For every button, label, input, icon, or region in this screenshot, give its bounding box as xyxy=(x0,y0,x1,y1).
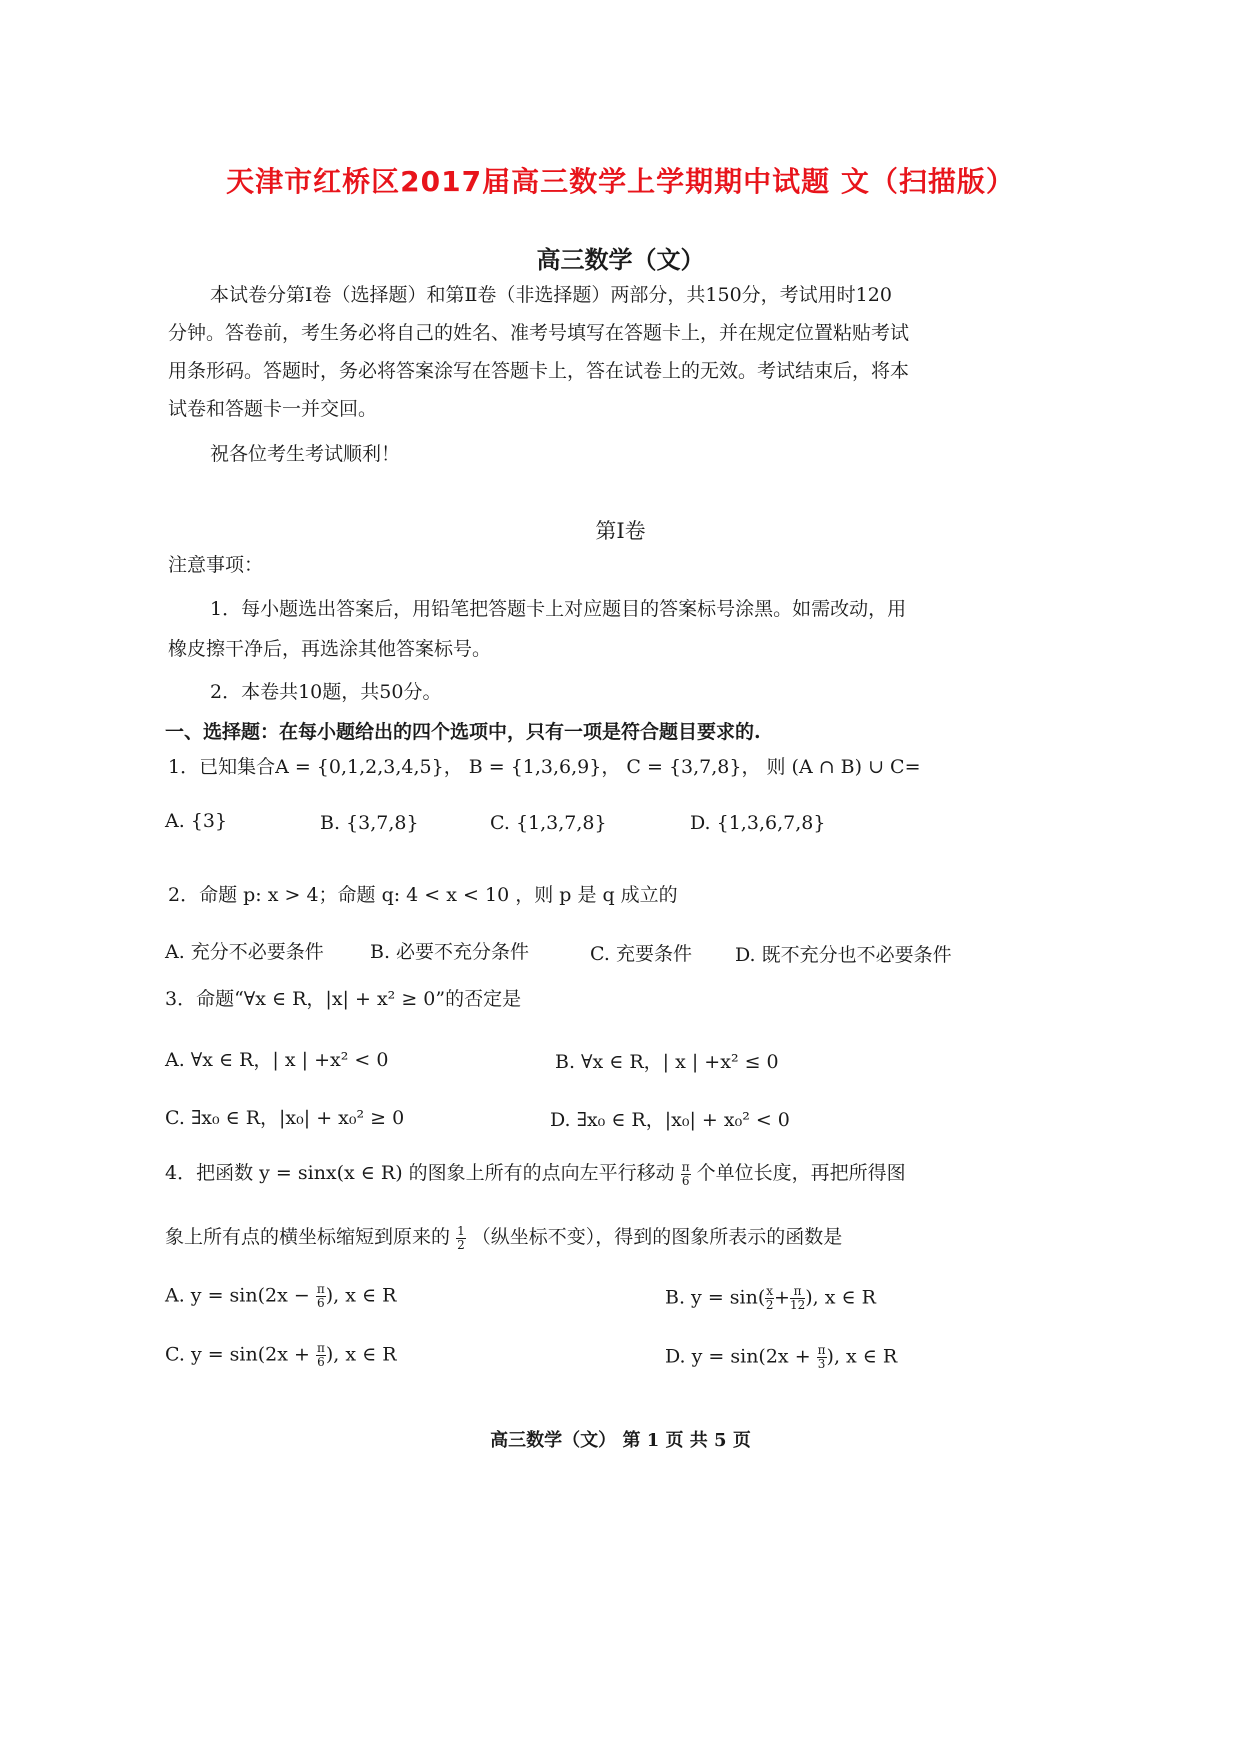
note-1-line-1: 1．每小题选出答案后，用铅笔把答题卡上对应题目的答案标号涂黑。如需改动，用 xyxy=(210,598,907,620)
question-4-stem-text-b: 个单位长度，再把所得图 xyxy=(696,1162,906,1184)
intro-line-1: 本试卷分第Ⅰ卷（选择题）和第Ⅱ卷（非选择题）两部分，共150分，考试用时120 xyxy=(210,284,892,306)
question-2-option-a: A. 充分不必要条件 xyxy=(165,941,324,963)
fraction-one-half: $\frac{1}{2}$ xyxy=(457,1223,465,1252)
document-title: 天津市红桥区2017届高三数学上学期期中试题 文（扫描版） xyxy=(226,165,1015,198)
question-1-stem: 1．已知集合A = {0,1,2,3,4,5}， B = {1,3,6,9}， C = {3,7,8}， 则 (A ∩ B) ∪ C= xyxy=(168,756,921,778)
question-2-option-d: D. 既不充分也不必要条件 xyxy=(735,944,952,966)
question-4-option-d: D. y = sin(2x + $\frac{\pi}{3}$ ), x ∈ R xyxy=(665,1343,898,1371)
question-4-stem-line-1 xyxy=(165,1158,906,1188)
question-1-option-a: A. {3} xyxy=(165,810,228,832)
intro-line-3: 用条形码。答题时，务必将答案涂写在答题卡上，答在试卷上的无效。考试结束后，将本 xyxy=(168,360,910,382)
question-4-option-c: C. y = sin(2x + $\frac{\pi}{6}$ ), x ∈ R xyxy=(165,1341,397,1369)
intro-line-2: 分钟。答卷前，考生务必将自己的姓名、准考号填写在答题卡上，并在规定位置粘贴考试 xyxy=(168,322,910,344)
wish-line: 祝各位考生考试顺利！ xyxy=(210,443,401,465)
question-3-option-a: A. ∀x ∈ R，| x | +x² < 0 xyxy=(165,1049,389,1071)
question-1-option-d: D. {1,3,6,7,8} xyxy=(690,812,826,834)
question-1-option-c: C. {1,3,7,8} xyxy=(490,812,607,834)
fraction-pi-over-6: $\frac{\pi}{6}$ xyxy=(681,1159,690,1188)
intro-line-4: 试卷和答题卡一并交回。 xyxy=(168,398,378,420)
page-footer: 高三数学（文） 第 1 页 共 5 页 xyxy=(490,1430,751,1451)
paper-title: 高三数学（文） xyxy=(536,245,705,274)
question-3-option-b: B. ∀x ∈ R，| x | +x² ≤ 0 xyxy=(555,1051,779,1073)
question-4-stem-text-d: （纵坐标不变），得到的图象所表示的函数是 xyxy=(471,1226,843,1248)
question-3-stem: 3．命题“∀x ∈ R，|x| + x² ≥ 0”的否定是 xyxy=(165,988,522,1010)
section-heading: 一、选择题：在每小题给出的四个选项中，只有一项是符合题目要求的. xyxy=(165,721,761,743)
question-3-option-d: D. ∃x₀ ∈ R，|x₀| + x₀² < 0 xyxy=(550,1109,790,1131)
question-4-option-a: A. y = sin(2x − $\frac{\pi}{6}$ ), x ∈ R xyxy=(165,1282,397,1310)
question-4-option-b: B. y = sin( $\frac{x}{2}$ + $\frac{\pi}{12}$ ), x ∈ R xyxy=(665,1284,876,1312)
question-1-option-b: B. {3,7,8} xyxy=(320,812,419,834)
question-2-option-c: C. 充要条件 xyxy=(590,943,692,965)
notice-label: 注意事项： xyxy=(168,554,264,576)
question-2-option-b: B. 必要不充分条件 xyxy=(370,941,530,963)
question-2-stem: 2．命题 p: x > 4；命题 q: 4 < x < 10 ，则 p 是 q 成立的 xyxy=(168,884,678,906)
question-3-option-c: C. ∃x₀ ∈ R，|x₀| + x₀² ≥ 0 xyxy=(165,1107,405,1129)
question-4-stem-text-c: 象上所有点的横坐标缩短到原来的 xyxy=(165,1226,451,1248)
note-1-line-2: 橡皮擦干净后，再选涂其他答案标号。 xyxy=(168,638,492,660)
note-2: 2．本卷共10题，共50分。 xyxy=(210,681,442,703)
part1-title: 第Ⅰ卷 xyxy=(595,519,646,543)
question-4-stem-text-a: 4．把函数 y = sinx(x ∈ R) 的图象上所有的点向左平行移动 xyxy=(165,1162,675,1184)
question-4-stem-line-2 xyxy=(165,1222,842,1252)
